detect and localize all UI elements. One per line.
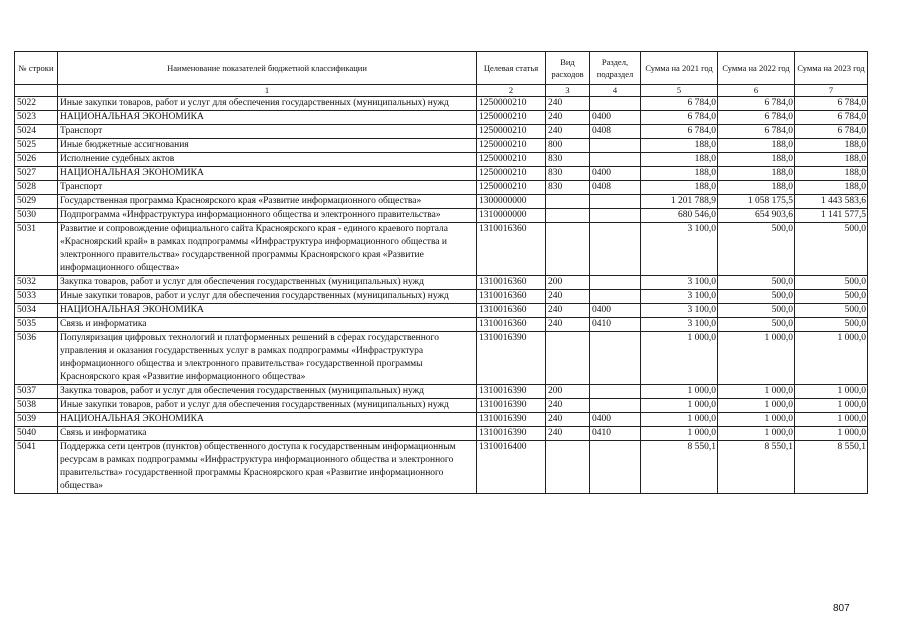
section-code xyxy=(590,195,641,209)
expense-type: 200 xyxy=(546,276,590,290)
expense-type xyxy=(546,195,590,209)
target-article: 1310016390 xyxy=(477,385,546,399)
column-number: 2 xyxy=(477,85,546,97)
header-target-article: Целевая статья xyxy=(477,52,546,85)
expense-type: 240 xyxy=(546,290,590,304)
amount-2022: 188,0 xyxy=(718,167,795,181)
header-indicator-name: Наименование показателей бюджетной классификации xyxy=(58,52,477,85)
row-number: 5022 xyxy=(15,97,58,111)
section-code: 0400 xyxy=(590,111,641,125)
table-row xyxy=(15,399,868,413)
amount-2023: 6 784,0 xyxy=(795,111,868,125)
target-article: 1310016390 xyxy=(477,413,546,427)
amount-2021: 1 201 788,9 xyxy=(641,195,718,209)
amount-2022: 6 784,0 xyxy=(718,111,795,125)
table-row xyxy=(15,209,868,223)
amount-2021: 1 000,0 xyxy=(641,399,718,413)
indicator-name: Иные бюджетные ассигнования xyxy=(58,139,477,153)
amount-2023: 1 141 577,5 xyxy=(795,209,868,223)
amount-2022: 654 903,6 xyxy=(718,209,795,223)
amount-2021: 8 550,1 xyxy=(641,441,718,494)
indicator-name: Транспорт xyxy=(58,125,477,139)
amount-2021: 1 000,0 xyxy=(641,385,718,399)
row-number: 5037 xyxy=(15,385,58,399)
section-code xyxy=(590,153,641,167)
header-amount-2023: Сумма на 2023 год xyxy=(795,52,868,85)
table-row xyxy=(15,139,868,153)
section-code xyxy=(590,223,641,276)
indicator-name: Подпрограмма «Инфраструктура информационного общества и электронного правительства» xyxy=(58,209,477,223)
column-number: 1 xyxy=(58,85,477,97)
table-row xyxy=(15,181,868,195)
amount-2021: 6 784,0 xyxy=(641,125,718,139)
amount-2022: 500,0 xyxy=(718,223,795,276)
target-article: 1300000000 xyxy=(477,195,546,209)
expense-type: 830 xyxy=(546,153,590,167)
section-code: 0408 xyxy=(590,181,641,195)
indicator-name: Государственная программа Красноярского края «Развитие информационного общества» xyxy=(58,195,477,209)
amount-2021: 188,0 xyxy=(641,181,718,195)
indicator-name: Иные закупки товаров, работ и услуг для обеспечения государственных (муниципальных) нужд xyxy=(58,290,477,304)
expense-type: 240 xyxy=(546,427,590,441)
table-row xyxy=(15,167,868,181)
expense-type: 240 xyxy=(546,304,590,318)
amount-2023: 6 784,0 xyxy=(795,97,868,111)
amount-2022: 8 550,1 xyxy=(718,441,795,494)
amount-2021: 3 100,0 xyxy=(641,318,718,332)
row-number: 5036 xyxy=(15,332,58,385)
amount-2023: 1 000,0 xyxy=(795,385,868,399)
expense-type: 240 xyxy=(546,399,590,413)
amount-2022: 188,0 xyxy=(718,139,795,153)
indicator-name: Иные закупки товаров, работ и услуг для обеспечения государственных (муниципальных) нужд xyxy=(58,399,477,413)
section-code xyxy=(590,441,641,494)
section-code: 0410 xyxy=(590,318,641,332)
table-row xyxy=(15,441,868,494)
expense-type xyxy=(546,209,590,223)
amount-2022: 500,0 xyxy=(718,304,795,318)
amount-2021: 680 546,0 xyxy=(641,209,718,223)
amount-2023: 188,0 xyxy=(795,153,868,167)
target-article: 1310016360 xyxy=(477,290,546,304)
indicator-name: Закупка товаров, работ и услуг для обеспечения государственных (муниципальных) нужд xyxy=(58,385,477,399)
indicator-name: НАЦИОНАЛЬНАЯ ЭКОНОМИКА xyxy=(58,111,477,125)
expense-type xyxy=(546,332,590,385)
row-number: 5027 xyxy=(15,167,58,181)
page-number: 807 xyxy=(833,603,850,614)
expense-type: 800 xyxy=(546,139,590,153)
indicator-name: Иные закупки товаров, работ и услуг для обеспечения государственных (муниципальных) нужд xyxy=(58,97,477,111)
expense-type: 240 xyxy=(546,125,590,139)
table-row xyxy=(15,413,868,427)
table-row xyxy=(15,195,868,209)
column-number: 3 xyxy=(546,85,590,97)
column-number: 7 xyxy=(795,85,868,97)
table-row xyxy=(15,223,868,276)
indicator-name: НАЦИОНАЛЬНАЯ ЭКОНОМИКА xyxy=(58,304,477,318)
expense-type: 830 xyxy=(546,181,590,195)
amount-2023: 1 443 583,6 xyxy=(795,195,868,209)
amount-2022: 6 784,0 xyxy=(718,125,795,139)
amount-2023: 1 000,0 xyxy=(795,332,868,385)
amount-2023: 500,0 xyxy=(795,304,868,318)
table-row xyxy=(15,427,868,441)
amount-2023: 8 550,1 xyxy=(795,441,868,494)
header-row-number: № строки xyxy=(15,52,58,85)
table-row xyxy=(15,111,868,125)
target-article: 1310000000 xyxy=(477,209,546,223)
indicator-name: Связь и информатика xyxy=(58,318,477,332)
indicator-name: Развитие и сопровождение официального сайта Красноярского края - единого краевого портала «Красноярский край» в рамках подпрограммы «Инфраструктура информационного общества и электронного правительства» государственной программы Красноярского края «Развитие информационного общества» xyxy=(58,223,477,276)
row-number: 5040 xyxy=(15,427,58,441)
expense-type: 830 xyxy=(546,167,590,181)
row-number: 5024 xyxy=(15,125,58,139)
amount-2022: 500,0 xyxy=(718,276,795,290)
section-code: 0400 xyxy=(590,304,641,318)
row-number: 5025 xyxy=(15,139,58,153)
indicator-name: Исполнение судебных актов xyxy=(58,153,477,167)
amount-2021: 6 784,0 xyxy=(641,97,718,111)
section-code xyxy=(590,290,641,304)
amount-2022: 1 058 175,5 xyxy=(718,195,795,209)
indicator-name: Закупка товаров, работ и услуг для обеспечения государственных (муниципальных) нужд xyxy=(58,276,477,290)
table-header xyxy=(15,52,868,97)
header-section: Раздел, подраздел xyxy=(590,52,641,85)
row-number: 5029 xyxy=(15,195,58,209)
target-article: 1310016390 xyxy=(477,399,546,413)
section-code xyxy=(590,97,641,111)
amount-2022: 188,0 xyxy=(718,153,795,167)
table-row xyxy=(15,97,868,111)
section-code xyxy=(590,385,641,399)
table-row xyxy=(15,304,868,318)
indicator-name: Транспорт xyxy=(58,181,477,195)
table-row xyxy=(15,385,868,399)
amount-2022: 1 000,0 xyxy=(718,427,795,441)
amount-2023: 188,0 xyxy=(795,181,868,195)
table-row xyxy=(15,318,868,332)
row-number: 5038 xyxy=(15,399,58,413)
row-number: 5026 xyxy=(15,153,58,167)
section-code xyxy=(590,209,641,223)
row-number: 5031 xyxy=(15,223,58,276)
amount-2023: 1 000,0 xyxy=(795,427,868,441)
target-article: 1310016360 xyxy=(477,223,546,276)
amount-2022: 6 784,0 xyxy=(718,97,795,111)
row-number: 5034 xyxy=(15,304,58,318)
amount-2021: 3 100,0 xyxy=(641,223,718,276)
expense-type xyxy=(546,441,590,494)
amount-2021: 3 100,0 xyxy=(641,290,718,304)
amount-2021: 6 784,0 xyxy=(641,111,718,125)
target-article: 1310016360 xyxy=(477,276,546,290)
amount-2022: 1 000,0 xyxy=(718,385,795,399)
amount-2023: 1 000,0 xyxy=(795,399,868,413)
amount-2022: 1 000,0 xyxy=(718,332,795,385)
section-code xyxy=(590,139,641,153)
indicator-name: Связь и информатика xyxy=(58,427,477,441)
expense-type xyxy=(546,223,590,276)
expense-type: 200 xyxy=(546,385,590,399)
target-article: 1310016390 xyxy=(477,332,546,385)
amount-2023: 188,0 xyxy=(795,167,868,181)
row-number: 5033 xyxy=(15,290,58,304)
section-code: 0408 xyxy=(590,125,641,139)
indicator-name: НАЦИОНАЛЬНАЯ ЭКОНОМИКА xyxy=(58,167,477,181)
target-article: 1250000210 xyxy=(477,111,546,125)
amount-2023: 500,0 xyxy=(795,276,868,290)
amount-2021: 188,0 xyxy=(641,167,718,181)
expense-type: 240 xyxy=(546,111,590,125)
row-number: 5030 xyxy=(15,209,58,223)
amount-2022: 500,0 xyxy=(718,290,795,304)
column-number: 4 xyxy=(590,85,641,97)
expense-type: 240 xyxy=(546,413,590,427)
amount-2021: 188,0 xyxy=(641,139,718,153)
target-article: 1250000210 xyxy=(477,97,546,111)
target-article: 1310016360 xyxy=(477,318,546,332)
section-code xyxy=(590,332,641,385)
target-article: 1250000210 xyxy=(477,139,546,153)
amount-2021: 1 000,0 xyxy=(641,332,718,385)
amount-2023: 500,0 xyxy=(795,290,868,304)
column-number: 5 xyxy=(641,85,718,97)
amount-2021: 188,0 xyxy=(641,153,718,167)
amount-2023: 1 000,0 xyxy=(795,413,868,427)
header-amount-2021: Сумма на 2021 год xyxy=(641,52,718,85)
row-number: 5023 xyxy=(15,111,58,125)
row-number: 5041 xyxy=(15,441,58,494)
amount-2023: 500,0 xyxy=(795,318,868,332)
amount-2022: 500,0 xyxy=(718,318,795,332)
target-article: 1250000210 xyxy=(477,167,546,181)
target-article: 1250000210 xyxy=(477,125,546,139)
header-amount-2022: Сумма на 2022 год xyxy=(718,52,795,85)
table-row xyxy=(15,153,868,167)
amount-2022: 1 000,0 xyxy=(718,413,795,427)
budget-table xyxy=(14,51,868,494)
section-code xyxy=(590,276,641,290)
amount-2021: 1 000,0 xyxy=(641,413,718,427)
target-article: 1310016360 xyxy=(477,304,546,318)
amount-2023: 500,0 xyxy=(795,223,868,276)
section-code: 0400 xyxy=(590,413,641,427)
column-number xyxy=(15,85,58,97)
amount-2022: 188,0 xyxy=(718,181,795,195)
header-expense-type: Вид расходов xyxy=(546,52,590,85)
indicator-name: НАЦИОНАЛЬНАЯ ЭКОНОМИКА xyxy=(58,413,477,427)
table-row xyxy=(15,125,868,139)
table-body xyxy=(15,97,868,494)
row-number: 5039 xyxy=(15,413,58,427)
table-row xyxy=(15,276,868,290)
indicator-name: Популяризация цифровых технологий и платформенных решений в сферах государственного управления и оказания государственных услуг в рамках подпрограммы «Инфраструктура информационного общества и электронного правительства» государственной программы Красноярского края «Развитие информационного общества» xyxy=(58,332,477,385)
target-article: 1310016390 xyxy=(477,427,546,441)
column-number: 6 xyxy=(718,85,795,97)
section-code: 0410 xyxy=(590,427,641,441)
table-row xyxy=(15,332,868,385)
table-row xyxy=(15,290,868,304)
target-article: 1310016400 xyxy=(477,441,546,494)
target-article: 1250000210 xyxy=(477,181,546,195)
indicator-name: Поддержка сети центров (пунктов) общественного доступа к государственным информационным ресурсам в рамках подпрограммы «Инфраструктура информационного общества и электронного правительства» государственной программы Красноярского края «Развитие информационного общества» xyxy=(58,441,477,494)
amount-2023: 188,0 xyxy=(795,139,868,153)
amount-2021: 3 100,0 xyxy=(641,276,718,290)
row-number: 5032 xyxy=(15,276,58,290)
section-code: 0400 xyxy=(590,167,641,181)
expense-type: 240 xyxy=(546,318,590,332)
section-code xyxy=(590,399,641,413)
expense-type: 240 xyxy=(546,97,590,111)
row-number: 5035 xyxy=(15,318,58,332)
amount-2022: 1 000,0 xyxy=(718,399,795,413)
row-number: 5028 xyxy=(15,181,58,195)
amount-2021: 3 100,0 xyxy=(641,304,718,318)
amount-2023: 6 784,0 xyxy=(795,125,868,139)
target-article: 1250000210 xyxy=(477,153,546,167)
amount-2021: 1 000,0 xyxy=(641,427,718,441)
